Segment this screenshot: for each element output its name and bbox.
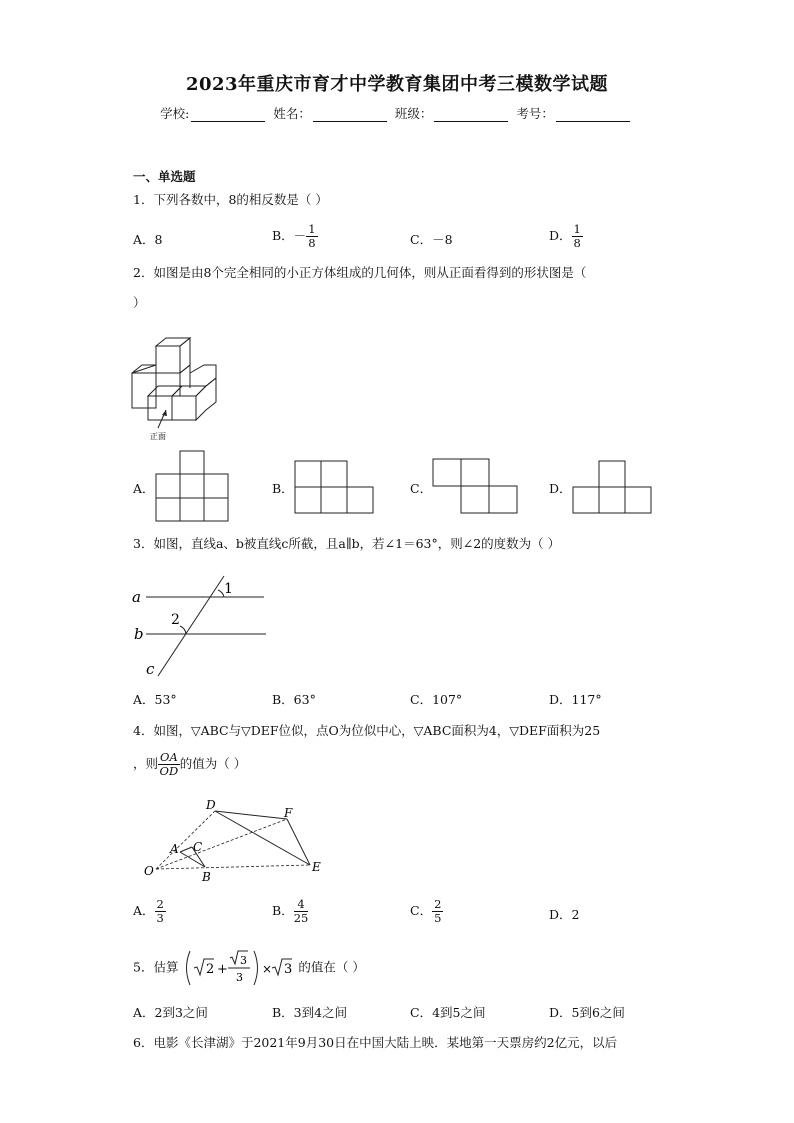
q3-option-a: A．53°: [133, 692, 177, 707]
page-title: 2023年重庆市育才中学教育集团中考三模数学试题: [185, 74, 609, 95]
fraction-denominator: 3: [236, 971, 244, 984]
q1-option-b: [272, 223, 318, 250]
q2-option-c-figure: [430, 457, 520, 517]
q5-option-b: B．3到4之间: [272, 1005, 348, 1020]
school-label: 学校:: [160, 106, 190, 121]
q4-b-den: 25: [293, 911, 309, 925]
label-c: c: [146, 660, 155, 678]
q2-option-b: B．: [272, 481, 294, 496]
q2-option-c: C．: [410, 481, 433, 496]
q4-option-a: [133, 898, 166, 925]
q4-c-num: 2: [434, 897, 442, 911]
label-b: b: [134, 625, 144, 643]
front-arrow-head: [162, 410, 167, 416]
q3-stem: 3．如图，直线a、b被直线c所截，且a∥b，若∠1＝63°，则∠2的度数为（ ）: [133, 536, 561, 551]
q4-ratio-fraction: [158, 751, 180, 778]
sqrt3-numerator: 3: [240, 954, 248, 967]
plus-sign: +: [217, 962, 229, 977]
id-label: 考号：: [516, 106, 554, 121]
name-blank: [313, 109, 387, 122]
q5-option-d: D．5到6之间: [549, 1005, 625, 1020]
q1-option-a: A．8: [133, 232, 163, 247]
q3-option-d: D．117°: [549, 692, 602, 707]
q4-a-fraction: [155, 898, 166, 925]
q4-ratio-den: OD: [159, 764, 179, 778]
q4-b-fraction: [294, 898, 309, 925]
q1-d-num: 1: [573, 222, 581, 236]
q4-homothety-figure: [132, 793, 332, 888]
left-paren: [187, 951, 191, 985]
q1-b-num: 1: [308, 222, 316, 236]
q1-d-den: 8: [573, 236, 581, 250]
point-O-label: O: [144, 864, 154, 878]
q1-option-d: [549, 223, 583, 250]
edge-DE: [215, 811, 310, 865]
q4-b-num: 4: [294, 898, 309, 912]
q2-option-d-figure: [570, 459, 654, 515]
q6-stem: 6．电影《长津湖》于2021年9月30日在中国大陆上映．某地第一天票房约2亿元，以后: [133, 1035, 618, 1050]
q4-c-fraction: [432, 898, 443, 925]
school-blank: [191, 109, 265, 122]
q5-stem: [133, 948, 365, 988]
q2-stem-line1: 2．如图是由8个完全相同的小正方体组成的几何体，则从正面看得到的形状图是（: [133, 265, 587, 280]
ray-OE: [156, 865, 310, 869]
q4-option-b: [272, 898, 308, 925]
point-F-label: F: [284, 806, 293, 820]
q5-stem-suffix: 的值在（ ）: [298, 959, 365, 975]
name-label: 姓名：: [273, 106, 311, 121]
right-paren: [254, 951, 258, 985]
section-heading: 一、单选题: [133, 169, 196, 184]
q5-expression: [182, 948, 294, 988]
ray-OD: [156, 811, 215, 869]
q2-stem-line2: ）: [133, 295, 146, 310]
q4-stem-line2: [133, 751, 246, 778]
q4-option-d: D．2: [549, 907, 580, 922]
q4-a-den: 3: [156, 911, 164, 925]
edge-AB: [180, 852, 205, 867]
q1-stem: 1．下列各数中，8的相反数是（ ）: [133, 192, 328, 207]
q2-option-a: A．: [133, 481, 155, 496]
q5-option-a: A．2到3之间: [133, 1005, 208, 1020]
student-info-line: [0, 104, 794, 122]
times-sign: ×: [262, 962, 273, 976]
edge-AC: [180, 847, 192, 852]
q1-b-den: 8: [308, 236, 316, 250]
q1-option-c: C．－8: [410, 232, 453, 247]
q4-c-den: 5: [434, 911, 442, 925]
q4-stem-suffix: 的值为（ ）: [179, 756, 247, 771]
q4-stem-line1: 4．如图，▽ABC与▽DEF位似，点O为位似中心，▽ABC面积为4，▽DEF面积为25: [133, 723, 601, 738]
q1-b-fraction: [306, 223, 317, 250]
sqrt2-value: 2: [206, 962, 215, 977]
edge-DF: [215, 811, 287, 819]
q1-b-prefix: B．－: [272, 228, 307, 243]
q4-c-prefix: C．: [410, 903, 433, 918]
q2-option-b-figure: [292, 459, 376, 515]
sqrt3-value: 3: [284, 962, 293, 977]
point-D-label: D: [206, 798, 216, 812]
point-C-label: C: [193, 840, 203, 854]
class-blank: [434, 109, 508, 122]
q5-option-c: C．4到5之间: [410, 1005, 486, 1020]
q2-cube-figure: [128, 318, 228, 443]
q4-a-prefix: A．: [133, 903, 155, 918]
line-c: [158, 576, 224, 676]
class-label: 班级：: [394, 106, 433, 121]
front-label: 正面: [150, 432, 166, 441]
q3-option-b: B．63°: [272, 692, 316, 707]
label-angle-2: 2: [171, 612, 180, 628]
q4-stem-prefix: ，则: [133, 756, 159, 771]
q4-ratio-num: OA: [160, 750, 178, 764]
q4-a-num: 2: [156, 897, 164, 911]
q5-stem-prefix: 5．估算: [133, 959, 179, 975]
q3-parallel-lines-figure: [128, 572, 278, 682]
q2-option-a-figure: [152, 449, 232, 523]
point-E-label: E: [312, 860, 321, 874]
q2-option-d: D．: [549, 481, 572, 496]
label-a: a: [132, 588, 141, 606]
q4-b-prefix: B．: [272, 903, 294, 918]
point-B-label: B: [202, 870, 211, 884]
point-A-label: A: [170, 842, 179, 856]
q3-option-c: C．107°: [410, 692, 463, 707]
q4-option-c: [410, 898, 443, 925]
angle-2-arc: [180, 626, 186, 634]
q1-d-fraction: [572, 223, 583, 250]
id-blank: [556, 109, 630, 122]
label-angle-1: 1: [224, 581, 233, 597]
q1-d-prefix: D．: [549, 228, 572, 243]
